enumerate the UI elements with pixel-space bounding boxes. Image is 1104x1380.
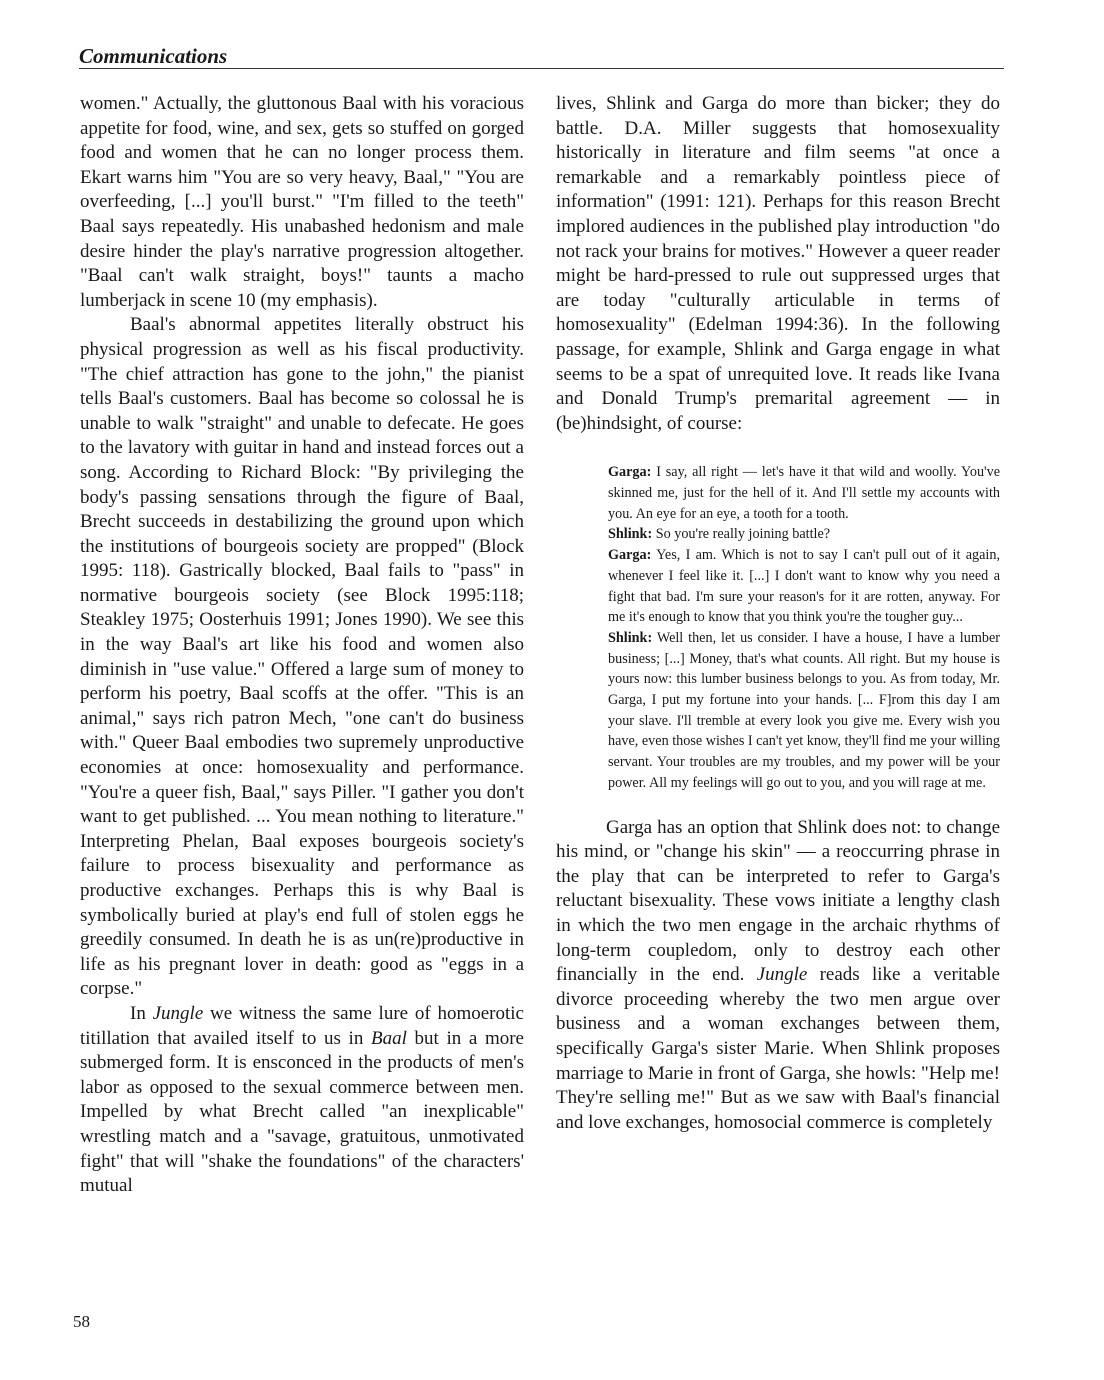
dialogue-text: Yes, I am. Which is not to say I can't pull out of it again, whenever I feel like it. [...] I don't want to know why you need a fight that bad. I'm sure your reason's for it are rotten, anyway. For me it's enough to know that you think you're the tougher guy...: [608, 547, 1000, 626]
dialogue-speaker: Shlink:: [608, 526, 653, 543]
dialogue-speaker: Shlink:: [608, 629, 653, 646]
p3-rest: but in a more submerged form. It is ensconced in the products of men's labor as opposed to the sexual commerce between men. Impelled by what Brecht called "an inexplicable" wrestling match and a "savage, gratuitous, unmotivated fight" that will "shake the foundations" of the characters' mutual: [80, 1027, 524, 1197]
dialogue-line: [608, 462, 1000, 524]
dialogue-line: [608, 524, 1000, 545]
dialogue-line: [608, 545, 1000, 628]
dialogue-text: I say, all right — let's have it that wild and woolly. You've skinned me, just for the hell of it. And I'll settle my accounts with you. An eye for an eye, a tooth for a tooth.: [608, 464, 1000, 522]
p3-lead: In: [130, 1002, 153, 1024]
dialogue-text: Well then, let us consider. I have a house, I have a lumber business; [...] Money, that's what counts. All right. But my house is yours now: this lumber business belongs to you. As from today, Mr. Garga, I put my fortune into your hands. [... F]rom this day I am your slave. I'll tremble at every look you give me. Every wish you have, even those wishes I can't yet know, they'll find me your willing servant. Your troubles are my troubles, and my power will be your power. All my feelings will go out to you, and you will rage at me.: [608, 629, 1000, 791]
dialogue-line: [608, 628, 1000, 794]
p3-jungle-title: Jungle: [152, 1002, 204, 1024]
p3-mid: we witness the same lure of homoerotic titillation that availed itself to us in: [80, 1002, 524, 1049]
p2-rest: reads like a veritable divorce proceeding whereby the two men argue over business and a woman exchanges between them, specifically Garga's sister Marie. When Shlink proposes marriage to Marie in front of Garga, she howls: "Help me! They're selling me!" But as we saw with Baal's financial and love exchanges, homosocial commerce is completely: [556, 964, 1000, 1133]
right-column: [556, 92, 1000, 1135]
dialogue-speaker: Garga:: [608, 547, 652, 564]
left-column: [80, 92, 524, 1199]
dialogue-speaker: Garga:: [608, 464, 652, 481]
dialogue-block-quote: [608, 462, 1000, 793]
running-title: Communications: [79, 44, 228, 68]
p2-lead: Garga has an option that Shlink does not: to change his mind, or "change his skin" — a reoccurring phrase in the play that can be interpreted to refer to Garga's reluctant bisexuality. These vows initiate a lengthy clash in which the two men engage in the archaic rhythms of long-term coupledom, only to destroy each other financially in the end.: [556, 816, 1000, 986]
running-header: [79, 44, 1004, 69]
right-paragraph-1: lives, Shlink and Garga do more than bicker; they do battle. D.A. Miller suggests that homosexuality historically in literature and film seems "at once a remarkable and a remarkably pointless piece of information" (1991: 121). Perhaps for this reason Brecht implored audiences in the published play introduction "do not rack your brains for motives." However a queer reader might be hard-pressed to rule out suppressed urges that are today "culturally articulable in terms of homosexuality" (Edelman 1994:36). In the following passage, for example, Shlink and Garga engage in what seems to be a spat of unrequited love. It reads like Ivana and Donald Trump's premarital agreement — in (be)hindsight, of course:: [556, 93, 1000, 434]
right-paragraph-2: [556, 816, 1000, 1136]
page-number: 58: [73, 1312, 90, 1331]
left-paragraph-2: Baal's abnormal appetites literally obstruct his physical progression as well as his fiscal productivity. "The chief attraction has gone to the john," the pianist tells Baal's customers. Baal has become so colossal he is unable to walk "straight" and unable to defecate. He goes to the lavatory with guitar in hand and instead forces out a song. According to Richard Block: "By privileging the body's passing sensations through the figure of Baal, Brecht succeeds in destabilizing the ground upon which the institutions of bourgeois society are propped" (Block 1995: 118). Gastrically blocked, Baal fails to "pass" in normative bourgeois society (see Block 1995:118; Steakley 1975; Oosterhuis 1991; Jones 1990). We see this in the way Baal's art like his food and women also diminish in "use value." Offered a large sum of money to perform his poetry, Baal scoffs at the offer. "This is an animal," says rich patron Mech, "one can't do business with." Queer Baal embodies two supremely unproductive economies at once: homosexuality and performance. "You're a queer fish, Baal," says Piller. "I gather you don't want to get published. ... You mean nothing to literature." Interpreting Phelan, Baal exposes bourgeois society's failure to process bisexuality and performance as productive exchanges. Perhaps this is why Baal is symbolically buried at play's end full of stolen eggs he greedily consumed. In death he is as un(re)productive in life as his pregnant lover in death: good as "eggs in a corpse.": [80, 314, 524, 1000]
left-paragraph-3: [80, 1002, 524, 1199]
p2-jungle-title: Jungle: [756, 964, 808, 986]
dialogue-text: So you're really joining battle?: [655, 526, 831, 543]
left-paragraph-1: women." Actually, the gluttonous Baal with his voracious appetite for food, wine, and sex, gets so stuffed on gorged food and women that he can no longer process them. Ekart warns him "You are so very heavy, Baal," "You are overfeeding, [...] you'll burst." "I'm filled to the teeth" Baal says repeatedly. His unabashed hedonism and male desire hinder the play's narrative progression altogether. "Baal can't walk straight, boys!" taunts a macho lumberjack in scene 10 (my emphasis).: [80, 93, 524, 311]
p3-baal-title: Baal: [370, 1027, 407, 1049]
